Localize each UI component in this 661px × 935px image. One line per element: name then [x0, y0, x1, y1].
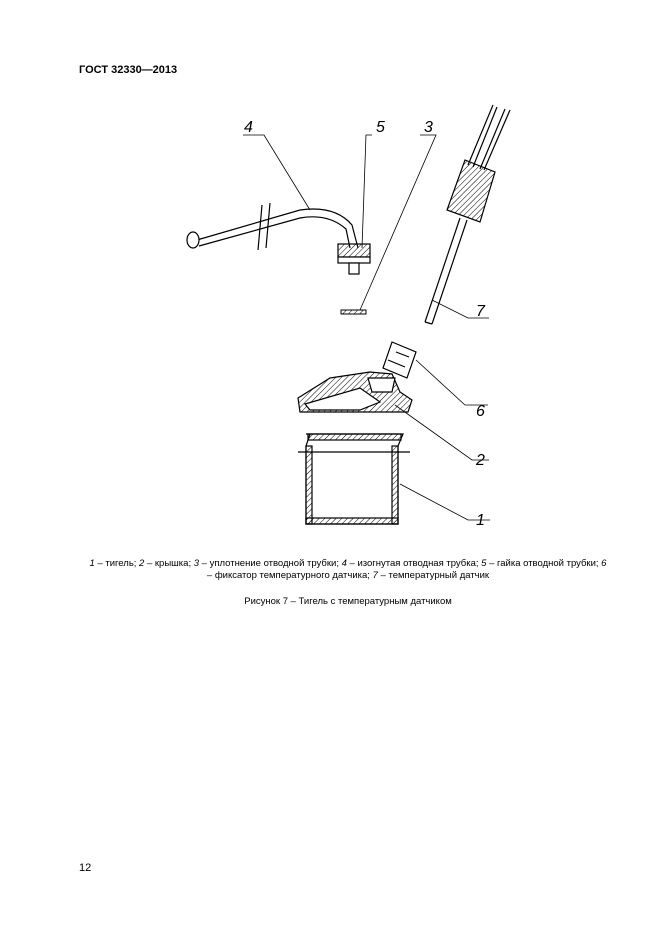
callout-3: 3 — [424, 119, 433, 136]
crucible-lid — [298, 372, 412, 412]
figure-title: Рисунок 7 – Тигель с температурным датчиком — [244, 596, 452, 607]
callout-7: 7 — [476, 303, 485, 320]
callout-1: 1 — [476, 512, 485, 529]
temperature-sensor — [425, 105, 510, 324]
bent-outlet-tube — [187, 203, 358, 250]
callout-5: 5 — [376, 119, 385, 136]
figure-caption: 1 – тигель; 2 – крышка; 3 – уплотнение отводной трубки; 4 – изогнутая отводная трубка; 5 – гайка отводной трубки; 6 – фиксатор температурного датчика; 7 – температурный датчик — [89, 558, 607, 581]
callout-2: 2 — [476, 452, 485, 469]
document-header: ГОСТ 32330—2013 — [79, 64, 178, 76]
crucible — [298, 434, 410, 524]
sensor-retainer — [383, 342, 416, 378]
callout-6: 6 — [476, 403, 485, 420]
callout-4: 4 — [244, 119, 253, 136]
outlet-tube-seal — [341, 310, 366, 314]
page-number: 12 — [79, 862, 92, 874]
outlet-tube-nut — [338, 244, 370, 274]
